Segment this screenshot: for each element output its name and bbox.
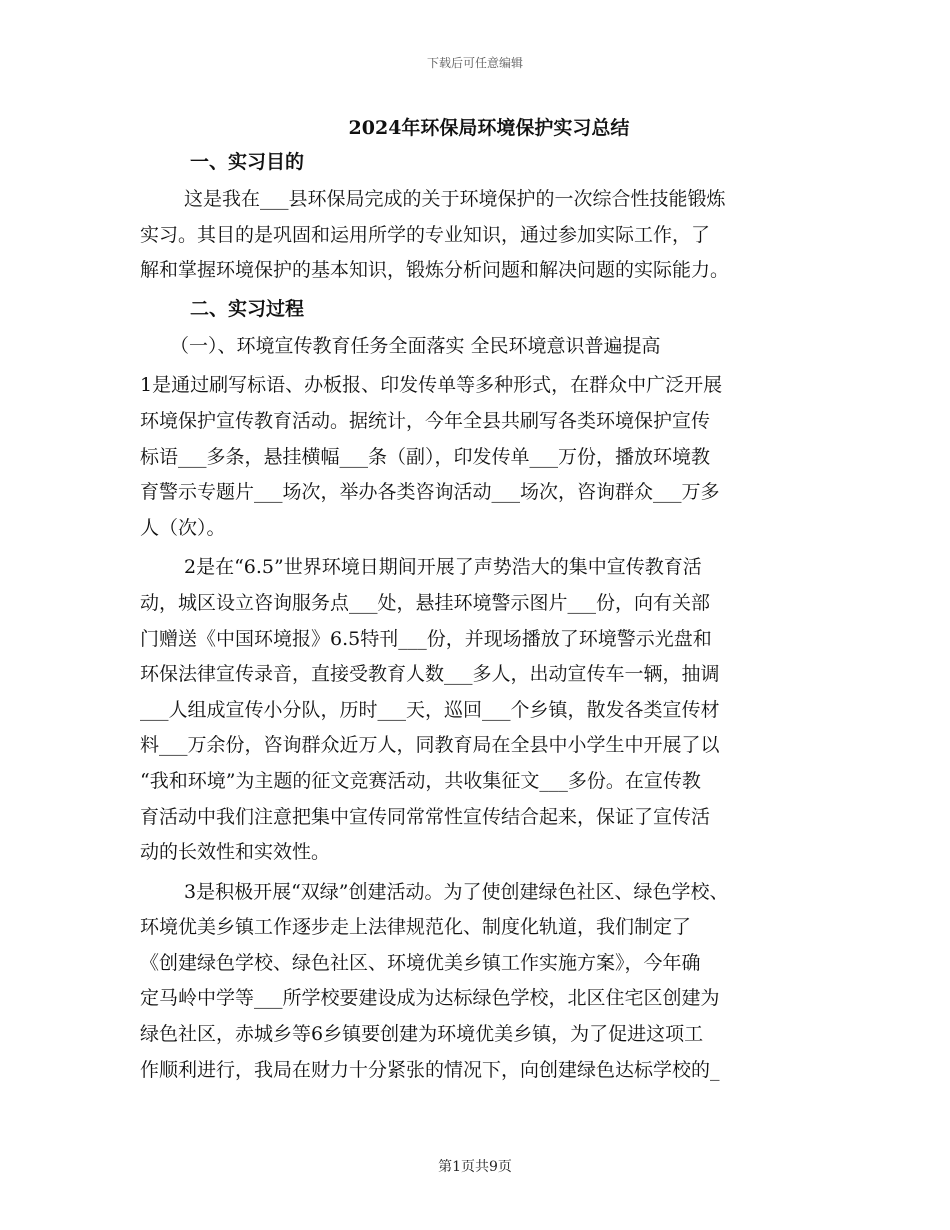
text-line: 动的长效性和实效性。 (140, 841, 331, 864)
text-line: 2是在“6.5”世界环境日期间开展了声势浩大的集中宣传教育活 (184, 556, 702, 579)
text-line: 《创建绿色学校、绿色社区、环境优美乡镇工作实施方案》，今年确 (140, 951, 701, 974)
page-footer: 第1页共9页 (438, 1159, 512, 1175)
text-line: 绿色社区，赤城乡等6乡镇要创建为环境优美乡镇，为了促进这项工 (140, 1023, 704, 1046)
text-line: 育警示专题片___场次，举办各类咨询活动___场次，咨询群众___万多 (140, 481, 720, 504)
text-line: 定马岭中学等___所学校要建设成为达标绿色学校，北区住宅区创建为 (140, 987, 720, 1010)
subheading-publicity (140, 329, 820, 365)
text-line: 环保法律宣传录音，直接受教育人数___多人，出动宣传车一辆，抽调 (140, 663, 720, 686)
text-line: 环境保护宣传教育活动。据统计，今年全县共刷写各类环境保护宣传 (140, 409, 711, 432)
text-line: 环境优美乡镇工作逐步走上法律规范化、制度化轨道，我们制定了 (140, 916, 692, 939)
text-line: （一）、环境宣传教育任务全面落实 全民环境意识普遍提高 (170, 334, 661, 357)
text-line: ___人组成宣传小分队，历时___天，巡回___个乡镇，散发各类宣传材 (140, 698, 720, 721)
section-heading-purpose: 一、实习目的 (190, 151, 305, 173)
document-title: 2024年环保局环境保护实习总结 (348, 117, 630, 139)
paragraph-item-3 (140, 875, 820, 1089)
text-line: 人（次）。 (140, 516, 226, 539)
text-line: 门赠送《中国环境报》6.5特刊___份，并现场播放了环境警示光盘和 (140, 627, 712, 650)
document-body (140, 112, 820, 1092)
text-line: 标语___多条，悬挂横幅___条（副），印发传单___万份，播放环境教 (140, 445, 711, 468)
text-line: 1是通过刷写标语、办板报、印发传单等多种形式，在群众中广泛开展 (140, 374, 723, 397)
text-line: 动，城区设立咨询服务点___处，悬挂环境警示图片___份，向有关部 (140, 591, 711, 614)
text-line: 解和掌握环境保护的基本知识，锻炼分析问题和解决问题的实际能力。 (140, 259, 730, 282)
text-line: 这是我在___县环保局完成的关于环境保护的一次综合性技能锻炼 (184, 188, 726, 210)
text-line: 作顺利进行，我局在财力十分紧张的情况下，向创建绿色达标学校的_ (140, 1058, 720, 1081)
section-heading-process: 二、实习过程 (190, 297, 305, 320)
header-note: 下载后可任意编辑 (426, 56, 523, 70)
text-line: 3是积极开展“双绿”创建活动。为了使创建绿色社区、绿色学校、 (184, 880, 729, 903)
paragraph-purpose (140, 182, 820, 289)
text-line: 料___万余份，咨询群众近万人，同教育局在全县中小学生中开展了以 (140, 734, 720, 757)
text-line: “我和环境”为主题的征文竞赛活动，共收集征文___多份。在宣传教 (140, 769, 701, 792)
text-line: 实习。其目的是巩固和运用所学的专业知识，通过参加实际工作，了 (140, 223, 711, 246)
paragraph-item-2 (140, 550, 820, 870)
text-line: 育活动中我们注意把集中宣传同常常性宣传结合起来，保证了宣传活 (140, 805, 711, 828)
paragraph-item-1 (140, 368, 820, 546)
